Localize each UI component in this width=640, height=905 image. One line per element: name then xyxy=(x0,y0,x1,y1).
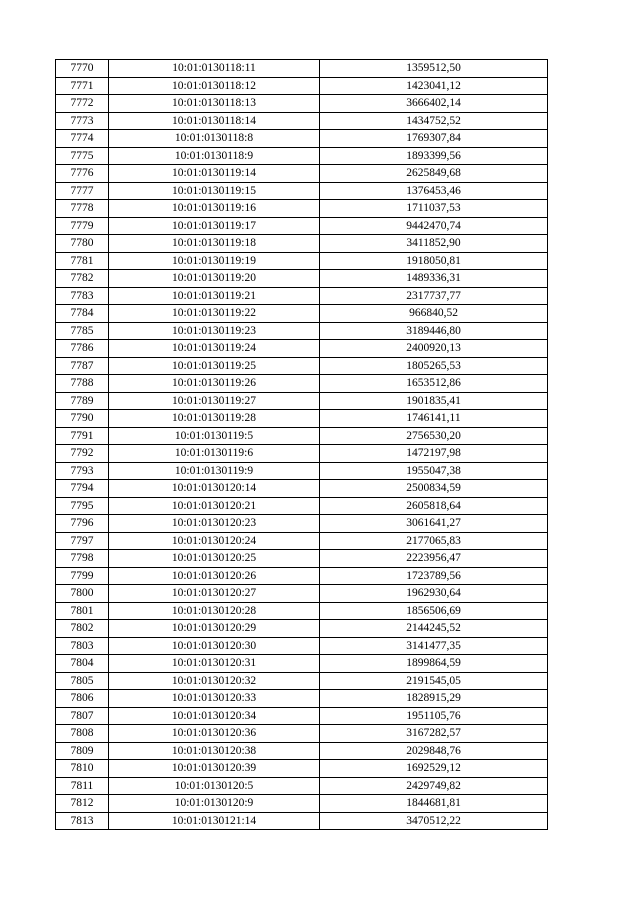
row-number-cell: 7792 xyxy=(56,445,109,463)
cadastral-number-cell: 10:01:0130119:17 xyxy=(109,217,320,235)
cadastral-value-cell: 1805265,53 xyxy=(320,357,548,375)
table-row xyxy=(56,672,548,690)
cadastral-value-cell: 2429749,82 xyxy=(320,777,548,795)
cadastral-value-cell: 1918050,81 xyxy=(320,252,548,270)
cadastral-value-cell: 1769307,84 xyxy=(320,130,548,148)
cadastral-number-cell: 10:01:0130119:16 xyxy=(109,200,320,218)
cadastral-number-cell: 10:01:0130120:25 xyxy=(109,550,320,568)
row-number-cell: 7809 xyxy=(56,742,109,760)
table-row xyxy=(56,532,548,550)
table-row xyxy=(56,812,548,830)
row-number-cell: 7772 xyxy=(56,95,109,113)
cadastral-number-cell: 10:01:0130118:12 xyxy=(109,77,320,95)
cadastral-number-cell: 10:01:0130118:11 xyxy=(109,60,320,78)
cadastral-value-table xyxy=(55,59,548,830)
cadastral-value-cell: 1901835,41 xyxy=(320,392,548,410)
table-row xyxy=(56,130,548,148)
cadastral-number-cell: 10:01:0130120:26 xyxy=(109,567,320,585)
table-row xyxy=(56,200,548,218)
table-row xyxy=(56,620,548,638)
row-number-cell: 7799 xyxy=(56,567,109,585)
cadastral-value-cell: 2177065,83 xyxy=(320,532,548,550)
cadastral-value-cell: 1489336,31 xyxy=(320,270,548,288)
cadastral-number-cell: 10:01:0130119:28 xyxy=(109,410,320,428)
cadastral-number-cell: 10:01:0130120:5 xyxy=(109,777,320,795)
cadastral-value-cell: 2625849,68 xyxy=(320,165,548,183)
row-number-cell: 7785 xyxy=(56,322,109,340)
table-row xyxy=(56,567,548,585)
table-row xyxy=(56,112,548,130)
table-row xyxy=(56,165,548,183)
row-number-cell: 7810 xyxy=(56,760,109,778)
cadastral-value-cell: 1856506,69 xyxy=(320,602,548,620)
cadastral-value-cell: 1711037,53 xyxy=(320,200,548,218)
table-row xyxy=(56,795,548,813)
table-row xyxy=(56,147,548,165)
cadastral-number-cell: 10:01:0130118:8 xyxy=(109,130,320,148)
cadastral-value-cell: 1359512,50 xyxy=(320,60,548,78)
row-number-cell: 7794 xyxy=(56,480,109,498)
row-number-cell: 7779 xyxy=(56,217,109,235)
cadastral-value-cell: 3189446,80 xyxy=(320,322,548,340)
row-number-cell: 7793 xyxy=(56,462,109,480)
cadastral-number-cell: 10:01:0130119:9 xyxy=(109,462,320,480)
cadastral-value-cell: 1955047,38 xyxy=(320,462,548,480)
table-row xyxy=(56,707,548,725)
row-number-cell: 7808 xyxy=(56,725,109,743)
row-number-cell: 7783 xyxy=(56,287,109,305)
table-row xyxy=(56,270,548,288)
cadastral-value-cell: 2605818,64 xyxy=(320,497,548,515)
row-number-cell: 7790 xyxy=(56,410,109,428)
cadastral-number-cell: 10:01:0130120:34 xyxy=(109,707,320,725)
cadastral-number-cell: 10:01:0130119:22 xyxy=(109,305,320,323)
table-row xyxy=(56,322,548,340)
cadastral-value-cell: 3666402,14 xyxy=(320,95,548,113)
cadastral-value-cell: 2144245,52 xyxy=(320,620,548,638)
cadastral-number-cell: 10:01:0130120:29 xyxy=(109,620,320,638)
cadastral-number-cell: 10:01:0130121:14 xyxy=(109,812,320,830)
cadastral-value-cell: 9442470,74 xyxy=(320,217,548,235)
cadastral-value-cell: 3411852,90 xyxy=(320,235,548,253)
cadastral-number-cell: 10:01:0130119:6 xyxy=(109,445,320,463)
table-row xyxy=(56,392,548,410)
cadastral-value-cell: 3470512,22 xyxy=(320,812,548,830)
cadastral-number-cell: 10:01:0130119:15 xyxy=(109,182,320,200)
table-row xyxy=(56,462,548,480)
row-number-cell: 7812 xyxy=(56,795,109,813)
cadastral-number-cell: 10:01:0130120:33 xyxy=(109,690,320,708)
table-row xyxy=(56,305,548,323)
cadastral-number-cell: 10:01:0130119:27 xyxy=(109,392,320,410)
cadastral-value-cell: 2029848,76 xyxy=(320,742,548,760)
row-number-cell: 7797 xyxy=(56,532,109,550)
table-row xyxy=(56,182,548,200)
cadastral-number-cell: 10:01:0130120:28 xyxy=(109,602,320,620)
table-row xyxy=(56,602,548,620)
cadastral-number-cell: 10:01:0130120:31 xyxy=(109,655,320,673)
table-row xyxy=(56,375,548,393)
table-row xyxy=(56,497,548,515)
row-number-cell: 7798 xyxy=(56,550,109,568)
row-number-cell: 7781 xyxy=(56,252,109,270)
table-row xyxy=(56,60,548,78)
cadastral-value-cell: 1423041,12 xyxy=(320,77,548,95)
cadastral-value-cell: 3167282,57 xyxy=(320,725,548,743)
cadastral-value-cell: 2756530,20 xyxy=(320,427,548,445)
cadastral-number-cell: 10:01:0130120:36 xyxy=(109,725,320,743)
row-number-cell: 7775 xyxy=(56,147,109,165)
table-body xyxy=(56,60,548,830)
cadastral-value-cell: 1653512,86 xyxy=(320,375,548,393)
table-row xyxy=(56,760,548,778)
row-number-cell: 7770 xyxy=(56,60,109,78)
table-row xyxy=(56,480,548,498)
table-row xyxy=(56,252,548,270)
cadastral-value-cell: 1951105,76 xyxy=(320,707,548,725)
cadastral-number-cell: 10:01:0130119:19 xyxy=(109,252,320,270)
table-row xyxy=(56,550,548,568)
cadastral-number-cell: 10:01:0130119:23 xyxy=(109,322,320,340)
table-row xyxy=(56,340,548,358)
cadastral-value-cell: 3141477,35 xyxy=(320,637,548,655)
cadastral-value-cell: 2223956,47 xyxy=(320,550,548,568)
cadastral-value-cell: 1828915,29 xyxy=(320,690,548,708)
cadastral-value-cell: 1692529,12 xyxy=(320,760,548,778)
cadastral-value-cell: 2191545,05 xyxy=(320,672,548,690)
cadastral-value-cell: 2500834,59 xyxy=(320,480,548,498)
cadastral-number-cell: 10:01:0130119:21 xyxy=(109,287,320,305)
row-number-cell: 7776 xyxy=(56,165,109,183)
row-number-cell: 7807 xyxy=(56,707,109,725)
table-row xyxy=(56,655,548,673)
row-number-cell: 7801 xyxy=(56,602,109,620)
row-number-cell: 7788 xyxy=(56,375,109,393)
table-row xyxy=(56,585,548,603)
table-row xyxy=(56,287,548,305)
cadastral-number-cell: 10:01:0130119:20 xyxy=(109,270,320,288)
cadastral-value-cell: 966840,52 xyxy=(320,305,548,323)
cadastral-value-cell: 1899864,59 xyxy=(320,655,548,673)
table-row xyxy=(56,410,548,428)
cadastral-number-cell: 10:01:0130120:23 xyxy=(109,515,320,533)
cadastral-number-cell: 10:01:0130120:30 xyxy=(109,637,320,655)
cadastral-number-cell: 10:01:0130118:14 xyxy=(109,112,320,130)
row-number-cell: 7813 xyxy=(56,812,109,830)
row-number-cell: 7787 xyxy=(56,357,109,375)
row-number-cell: 7800 xyxy=(56,585,109,603)
cadastral-number-cell: 10:01:0130120:24 xyxy=(109,532,320,550)
table-row xyxy=(56,357,548,375)
cadastral-number-cell: 10:01:0130119:25 xyxy=(109,357,320,375)
row-number-cell: 7780 xyxy=(56,235,109,253)
row-number-cell: 7771 xyxy=(56,77,109,95)
cadastral-value-cell: 1723789,56 xyxy=(320,567,548,585)
row-number-cell: 7795 xyxy=(56,497,109,515)
cadastral-value-cell: 1434752,52 xyxy=(320,112,548,130)
cadastral-number-cell: 10:01:0130119:26 xyxy=(109,375,320,393)
row-number-cell: 7782 xyxy=(56,270,109,288)
cadastral-number-cell: 10:01:0130120:14 xyxy=(109,480,320,498)
cadastral-number-cell: 10:01:0130120:9 xyxy=(109,795,320,813)
row-number-cell: 7796 xyxy=(56,515,109,533)
row-number-cell: 7789 xyxy=(56,392,109,410)
row-number-cell: 7803 xyxy=(56,637,109,655)
cadastral-number-cell: 10:01:0130120:38 xyxy=(109,742,320,760)
table-row xyxy=(56,427,548,445)
cadastral-number-cell: 10:01:0130118:13 xyxy=(109,95,320,113)
table-row xyxy=(56,515,548,533)
table-row xyxy=(56,777,548,795)
table-row xyxy=(56,95,548,113)
row-number-cell: 7786 xyxy=(56,340,109,358)
row-number-cell: 7777 xyxy=(56,182,109,200)
table-row xyxy=(56,690,548,708)
row-number-cell: 7784 xyxy=(56,305,109,323)
row-number-cell: 7806 xyxy=(56,690,109,708)
cadastral-number-cell: 10:01:0130120:32 xyxy=(109,672,320,690)
table-row xyxy=(56,445,548,463)
cadastral-value-cell: 1893399,56 xyxy=(320,147,548,165)
table-row xyxy=(56,235,548,253)
row-number-cell: 7805 xyxy=(56,672,109,690)
cadastral-number-cell: 10:01:0130120:39 xyxy=(109,760,320,778)
cadastral-number-cell: 10:01:0130119:14 xyxy=(109,165,320,183)
row-number-cell: 7774 xyxy=(56,130,109,148)
cadastral-value-cell: 2400920,13 xyxy=(320,340,548,358)
cadastral-number-cell: 10:01:0130120:21 xyxy=(109,497,320,515)
cadastral-value-cell: 3061641,27 xyxy=(320,515,548,533)
cadastral-number-cell: 10:01:0130120:27 xyxy=(109,585,320,603)
row-number-cell: 7778 xyxy=(56,200,109,218)
cadastral-number-cell: 10:01:0130119:5 xyxy=(109,427,320,445)
table-row xyxy=(56,77,548,95)
table-row xyxy=(56,637,548,655)
cadastral-number-cell: 10:01:0130119:18 xyxy=(109,235,320,253)
cadastral-number-cell: 10:01:0130119:24 xyxy=(109,340,320,358)
row-number-cell: 7791 xyxy=(56,427,109,445)
row-number-cell: 7773 xyxy=(56,112,109,130)
table-row xyxy=(56,742,548,760)
cadastral-value-cell: 2317737,77 xyxy=(320,287,548,305)
row-number-cell: 7811 xyxy=(56,777,109,795)
cadastral-value-cell: 1472197,98 xyxy=(320,445,548,463)
cadastral-number-cell: 10:01:0130118:9 xyxy=(109,147,320,165)
cadastral-value-cell: 1746141,11 xyxy=(320,410,548,428)
row-number-cell: 7802 xyxy=(56,620,109,638)
row-number-cell: 7804 xyxy=(56,655,109,673)
table-row xyxy=(56,217,548,235)
cadastral-value-cell: 1844681,81 xyxy=(320,795,548,813)
cadastral-value-cell: 1376453,46 xyxy=(320,182,548,200)
table-row xyxy=(56,725,548,743)
cadastral-value-cell: 1962930,64 xyxy=(320,585,548,603)
